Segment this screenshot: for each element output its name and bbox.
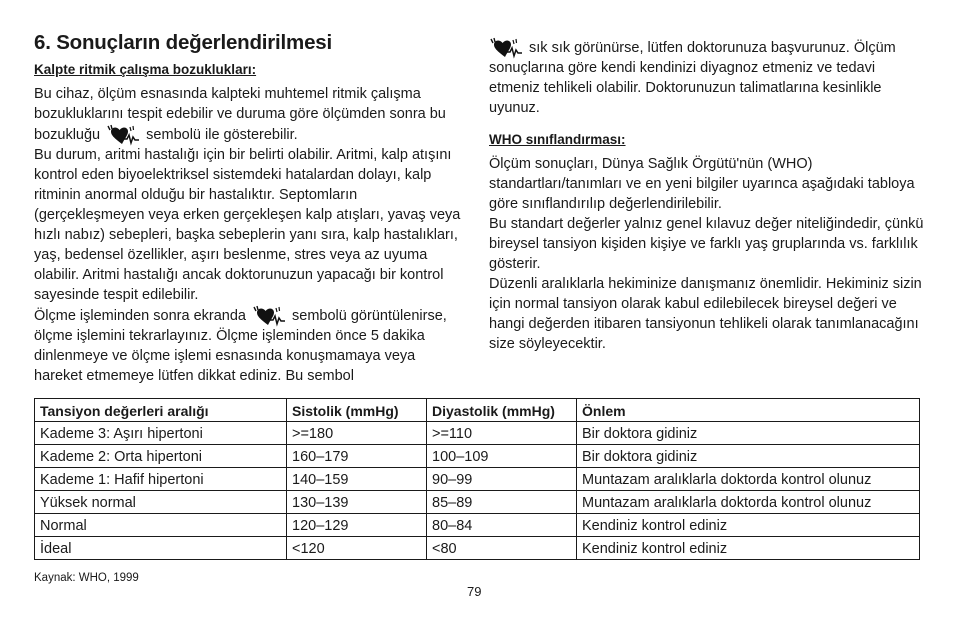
- irregular-heartbeat-icon: [252, 305, 286, 325]
- cell-systolic: 130–139: [287, 491, 427, 514]
- paragraph-consult-text: sık sık görünürse, lütfen doktorunuza başvurunuz. Ölçüm sonuçlarına göre kendi kendinizi diyagnoz etmeniz ve tedavi etmeniz tehlikeli olabilir. Doktorunuzun talimatlarına kesinlikle uyunuz.: [489, 40, 896, 116]
- table-row: [35, 537, 920, 560]
- page-number: 79: [467, 584, 482, 599]
- cell-range: Kademe 2: Orta hipertoni: [35, 445, 287, 468]
- cell-range: Kademe 1: Hafif hipertoni: [35, 468, 287, 491]
- cell-range: Yüksek normal: [35, 491, 287, 514]
- cell-systolic: 140–159: [287, 468, 427, 491]
- table-row: [35, 445, 920, 468]
- cell-diastolic: 100–109: [427, 445, 577, 468]
- table-row: [35, 514, 920, 537]
- cell-action: Muntazam aralıklarla doktorda kontrol olunuz: [577, 468, 920, 491]
- subheading-who: WHO sınıflandırması:: [489, 132, 626, 147]
- cell-systolic: <120: [287, 537, 427, 560]
- paragraph-device-text: Bu cihaz, ölçüm esnasında kalpteki muhtemel ritmik çalışma bozukluklarını tespit edebilir ve duruma göre ölçümden sonra bu bozukluğu: [34, 86, 446, 143]
- header-systolic: Sistolik (mmHg): [287, 399, 427, 422]
- irregular-heartbeat-icon: [106, 124, 140, 144]
- cell-systolic: 120–129: [287, 514, 427, 537]
- paragraph-repeat: [34, 305, 466, 386]
- paragraph-doctor: Düzenli aralıklarla hekiminize danışmanız önemlidir. Hekiminiz sizin için normal tansiyon olarak kabul edilebilecek bireysel değeri ve hangi değerden itibaren tansiyonun tehlikeli olarak tanımlanacağını size söyleyecektir.: [489, 276, 922, 352]
- paragraph-repeat-text: Ölçme işleminden sonra ekranda: [34, 308, 246, 324]
- cell-action: Bir doktora gidiniz: [577, 445, 920, 468]
- paragraph-consult: [489, 37, 929, 118]
- cell-action: Kendiniz kontrol ediniz: [577, 514, 920, 537]
- cell-action: Kendiniz kontrol ediniz: [577, 537, 920, 560]
- paragraph-who: Ölçüm sonuçları, Dünya Sağlık Örgütü'nün (WHO) standartları/tanımları ve en yeni bilgiler uyarınca aşağıdaki tabloya göre sınıflandırılıp değerlendirilebilir.: [489, 156, 915, 212]
- cell-diastolic: >=110: [427, 422, 577, 445]
- table-row: [35, 422, 920, 445]
- subheading-arrhythmia: Kalpte ritmik çalışma bozuklukları:: [34, 62, 257, 77]
- paragraph-device-tail: sembolü ile gösterebilir.: [146, 127, 298, 143]
- left-column: [34, 30, 466, 386]
- cell-action: Muntazam aralıklarla doktorda kontrol olunuz: [577, 491, 920, 514]
- paragraph-device: [34, 84, 466, 145]
- cell-range: İdeal: [35, 537, 287, 560]
- paragraph-standards: Bu standart değerler yalnız genel kılavuz değer niteliğindedir, çünkü bireysel tansiyon kişiden kişiye ve farklı yaş gruplarında vs. farklılık gösterir.: [489, 216, 924, 272]
- cell-action: Bir doktora gidiniz: [577, 422, 920, 445]
- cell-range: Kademe 3: Aşırı hipertoni: [35, 422, 287, 445]
- cell-diastolic: 80–84: [427, 514, 577, 537]
- header-range: Tansiyon değerleri aralığı: [35, 399, 287, 422]
- table-row: [35, 491, 920, 514]
- source-note: Kaynak: WHO, 1999: [34, 572, 139, 584]
- who-classification-table: [34, 398, 920, 560]
- paragraph-repeat-tail: sembolü görüntülenirse, ölçme işlemini tekrarlayınız. Ölçme işleminden önce 5 dakika dinlenmeye ve ölçme işlemi esnasında konuşmamaya veya hareket etmemeye lütfen dikkat ediniz. Bu sembol: [34, 308, 447, 384]
- cell-systolic: >=180: [287, 422, 427, 445]
- paragraph-arrhythmia: Bu durum, aritmi hastalığı için bir belirti olabilir. Aritmi, kalp atışını kontrol eden biyoelektriksel sistemdeki hatalardan dolayı, kalp ritminin anormal olduğu bir hastalıktır. Septomların (gerçekleşmeyen veya erken gerçekleşen kalp atışları, yavaş veya hızlı nabız) sebepleri, başka sebeplerin yanı sıra, kalp hastalıkları, yaş, bedensel özellikler, aşırı beslenme, stres veya az uyuma olabilir. Aritmi hastalığı ancak doktorunuzun yapacağı bir kontrol sayesinde tespit edilebilir.: [34, 147, 461, 303]
- table-row: [35, 468, 920, 491]
- right-column: [489, 37, 929, 354]
- cell-diastolic: 90–99: [427, 468, 577, 491]
- cell-systolic: 160–179: [287, 445, 427, 468]
- section-title: 6. Sonuçların değerlendirilmesi: [34, 31, 332, 54]
- cell-diastolic: <80: [427, 537, 577, 560]
- header-diastolic: Diyastolik (mmHg): [427, 399, 577, 422]
- cell-range: Normal: [35, 514, 287, 537]
- cell-diastolic: 85–89: [427, 491, 577, 514]
- header-action: Önlem: [577, 399, 920, 422]
- irregular-heartbeat-icon: [489, 37, 523, 57]
- table-header-row: [35, 399, 920, 422]
